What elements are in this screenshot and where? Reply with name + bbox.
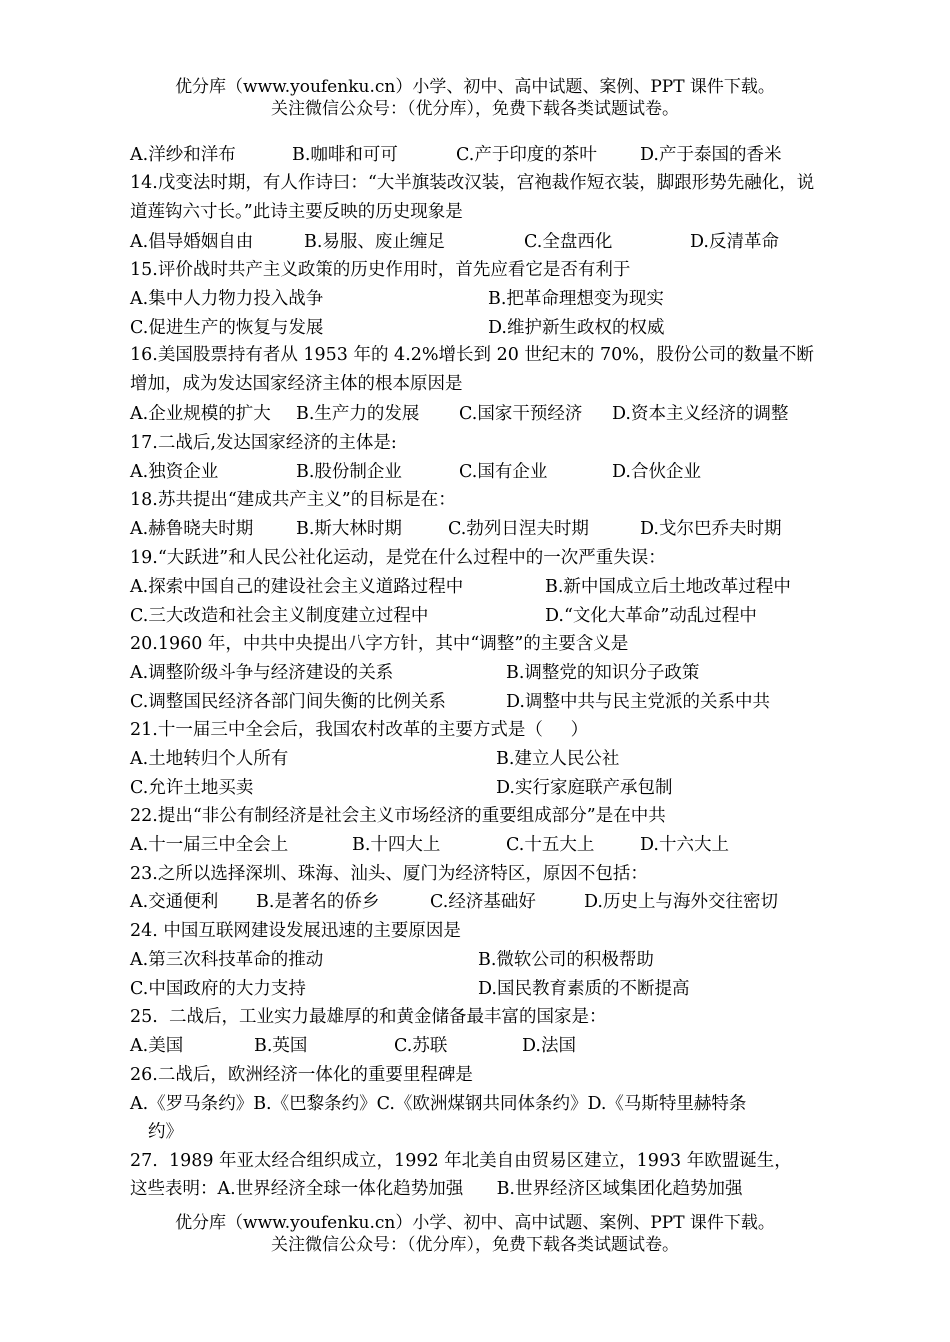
- q26-stem: 26.二战后，欧洲经济一体化的重要里程碑是: [130, 1065, 473, 1085]
- q13-option-c: C.产于印度的茶叶: [456, 145, 597, 165]
- q25-option-b: B.英国: [254, 1036, 308, 1056]
- q17-option-a: A.独资企业: [130, 462, 219, 482]
- q19-option-d: D.“文化大革命”动乱过程中: [545, 606, 757, 626]
- q22-option-c: C.十五大上: [506, 835, 595, 855]
- q19-stem: 19.“大跃进”和人民公社化运动，是党在什么过程中的一次严重失误：: [130, 548, 666, 568]
- q18-option-d: D.戈尔巴乔夫时期: [640, 519, 782, 539]
- q15-option-d: D.维护新生政权的权威: [488, 318, 665, 338]
- q18-option-b: B.斯大林时期: [296, 519, 402, 539]
- q26-options-continued: 约》: [148, 1122, 183, 1142]
- q22-option-a: A.十一届三中全会上: [130, 835, 289, 855]
- q20-option-d: D.调整中共与民主党派的关系中共: [506, 692, 770, 712]
- q22-option-b: B.十四大上: [352, 835, 441, 855]
- footer-line-2: 关注微信公众号：（优分库），免费下载各类试题试卷。: [271, 1235, 679, 1255]
- q27-line-2: 这些表明：A.世界经济全球一体化趋势加强 B.世界经济区域集团化趋势加强: [130, 1179, 743, 1199]
- q22-option-d: D.十六大上: [640, 835, 729, 855]
- q24-option-b: B.微软公司的积极帮助: [478, 950, 654, 970]
- header-line-2: 关注微信公众号：（优分库），免费下载各类试题试卷。: [271, 99, 679, 119]
- q21-option-a: A.土地转归个人所有: [130, 749, 289, 769]
- q22-stem: 22.提出“非公有制经济是社会主义市场经济的重要组成部分”是在中共: [130, 806, 666, 826]
- q16-option-a: A.企业规模的扩大: [130, 404, 271, 424]
- header-line-1: 优分库（www.youfenku.cn）小学、初中、高中试题、案例、PPT 课件下载。: [175, 77, 775, 97]
- q23-option-b: B.是著名的侨乡: [256, 892, 380, 912]
- q14-option-d: D.反清革命: [690, 232, 779, 252]
- page-header: [0, 76, 950, 120]
- q24-option-c: C.中国政府的大力支持: [130, 979, 306, 999]
- q23-option-a: A.交通便利: [130, 892, 219, 912]
- q20-option-b: B.调整党的知识分子政策: [506, 663, 700, 683]
- q16-option-b: B.生产力的发展: [296, 404, 420, 424]
- q17-stem: 17.二战后,发达国家经济的主体是:: [130, 433, 397, 453]
- page-footer: [0, 1212, 950, 1256]
- q20-stem: 20.1960 年，中共中央提出八字方针，其中“调整”的主要含义是: [130, 634, 629, 654]
- q14-option-c: C.全盘西化: [524, 232, 613, 252]
- q23-option-d: D.历史上与海外交往密切: [584, 892, 778, 912]
- q19-option-a: A.探索中国自己的建设社会主义道路过程中: [130, 577, 464, 597]
- q14-option-b: B.易服、废止缠足: [304, 232, 445, 252]
- q14-option-a: A.倡导婚姻自由: [130, 232, 254, 252]
- q14-stem: 14.戊变法时期，有人作诗曰：“大半旗装改汉装，宫袍裁作短衣装，脚跟形势先融化，说道莲钩六寸长。”此诗主要反映的历史现象是: [130, 173, 815, 222]
- q20-option-c: C.调整国民经济各部门间失衡的比例关系: [130, 692, 446, 712]
- q21-option-c: C.允许土地买卖: [130, 778, 254, 798]
- q16-option-c: C.国家干预经济: [459, 404, 583, 424]
- q24-option-a: A.第三次科技革命的推动: [130, 950, 324, 970]
- q24-option-d: D.国民教育素质的不断提高: [478, 979, 690, 999]
- q15-option-b: B.把革命理想变为现实: [488, 289, 664, 309]
- q19-option-c: C.三大改造和社会主义制度建立过程中: [130, 606, 429, 626]
- q18-option-a: A.赫鲁晓夫时期: [130, 519, 254, 539]
- q17-option-d: D.合伙企业: [612, 462, 701, 482]
- q23-stem: 23.之所以选择深圳、珠海、汕头、厦门为经济特区，原因不包括：: [130, 864, 648, 884]
- q16-option-d: D.资本主义经济的调整: [612, 404, 789, 424]
- q25-option-a: A.美国: [130, 1036, 184, 1056]
- q21-option-b: B.建立人民公社: [496, 749, 620, 769]
- q16-stem: 16.美国股票持有者从 1953 年的 4.2%增长到 20 世纪末的 70%，股份公司的数量不断增加，成为发达国家经济主体的根本原因是: [130, 345, 814, 394]
- q24-stem: 24. 中国互联网建设发展迅速的主要原因是: [130, 921, 461, 941]
- q13-option-d: D.产于泰国的香米: [640, 145, 782, 165]
- footer-line-1: 优分库（www.youfenku.cn）小学、初中、高中试题、案例、PPT 课件下载。: [175, 1213, 775, 1233]
- q17-option-c: C.国有企业: [459, 462, 548, 482]
- q20-option-a: A.调整阶级斗争与经济建设的关系: [130, 663, 394, 683]
- q21-option-d: D.实行家庭联产承包制: [496, 778, 673, 798]
- q21-stem: 21.十一届三中全会后，我国农村改革的主要方式是（ ）: [130, 720, 589, 740]
- q17-option-b: B.股份制企业: [296, 462, 402, 482]
- q19-option-b: B.新中国成立后土地改革过程中: [545, 577, 791, 597]
- q18-option-c: C.勃列日涅夫时期: [448, 519, 589, 539]
- q23-option-c: C.经济基础好: [430, 892, 536, 912]
- q13-option-b: B.咖啡和可可: [292, 145, 398, 165]
- q26-options: A.《罗马条约》B.《巴黎条约》C.《欧洲煤钢共同体条约》D.《马斯特里赫特条: [130, 1094, 747, 1114]
- q15-option-c: C.促进生产的恢复与发展: [130, 318, 324, 338]
- q25-stem: 25. 二战后，工业实力最雄厚的和黄金储备最丰富的国家是：: [130, 1007, 607, 1027]
- q18-stem: 18.苏共提出“建成共产主义”的目标是在：: [130, 490, 456, 510]
- q25-option-d: D.法国: [522, 1036, 576, 1056]
- q15-option-a: A.集中人力物力投入战争: [130, 289, 324, 309]
- q15-stem: 15.评价战时共产主义政策的历史作用时，首先应看它是否有利于: [130, 260, 631, 280]
- q13-option-a: A.洋纱和洋布: [130, 145, 236, 165]
- q27-line-1: 27. 1989 年亚太经合组织成立，1992 年北美自由贸易区建立，1993 年欧盟诞生，: [130, 1151, 792, 1171]
- q25-option-c: C.苏联: [394, 1036, 448, 1056]
